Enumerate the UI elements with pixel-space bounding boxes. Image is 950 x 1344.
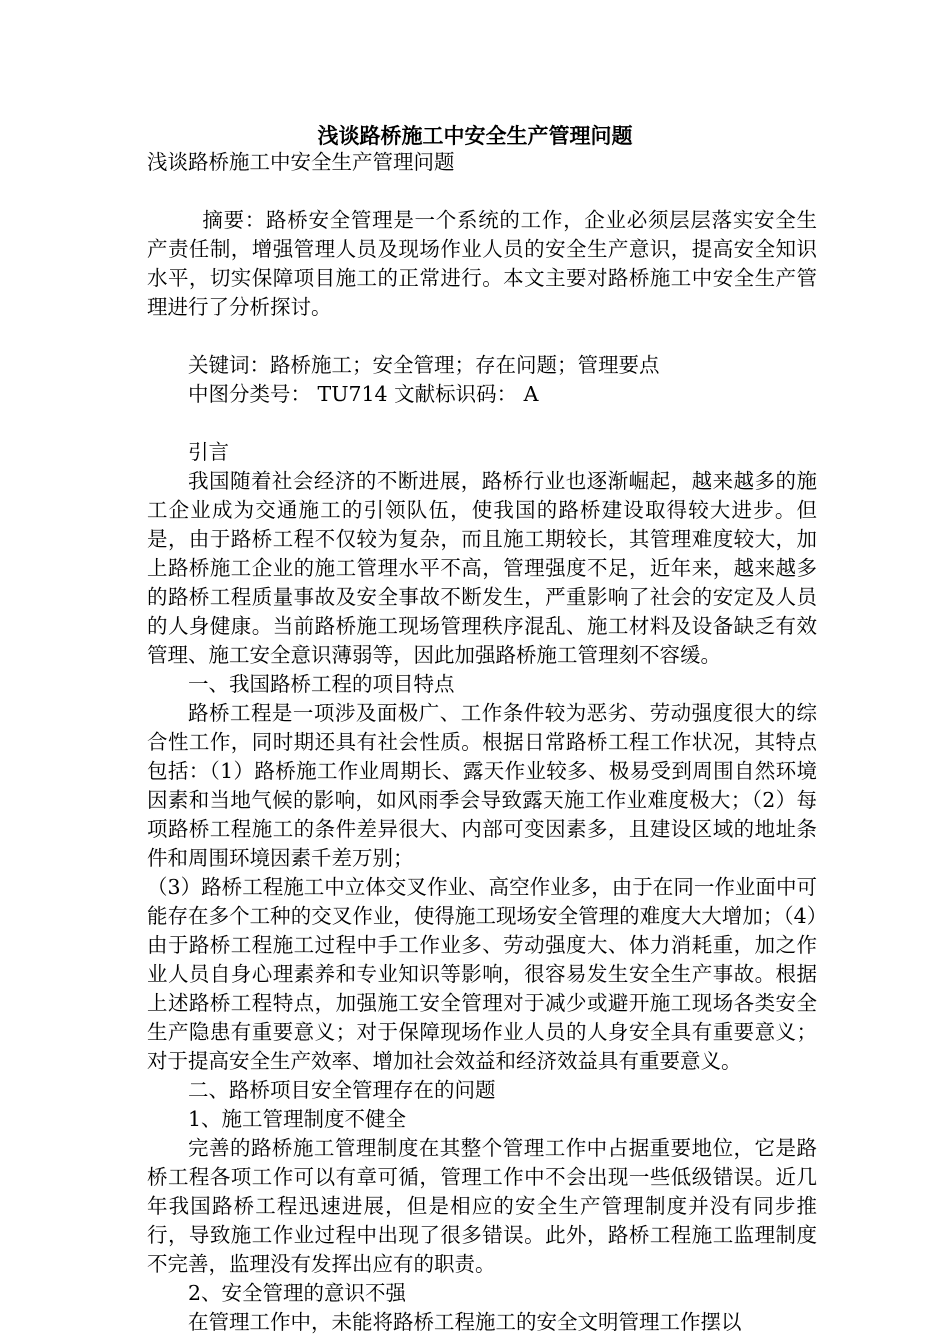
classification-line: 中图分类号： TU714 文献标识码： A — [188, 382, 539, 406]
intro-paragraph: 我国随着社会经济的不断进展，路桥行业也逐渐崛起，越来越多的施工企业成为交通施工的引领队伍，使我国的路桥建设取得较大进步。但是，由于路桥工程不仅较为复杂，而且施工期较长，其管理难度较大，加上路桥施工企业的施工管理水平不高，管理强度不足，近年来，越来越多的路桥工程质量事故及安全事故不断发生，严重影响了社会的安定及人员的人身健康。当前路桥施工现场管理秩序混乱、施工材料及设备缺乏有效管理、施工安全意识薄弱等，因此加强路桥施工管理刻不容缓。 — [147, 469, 817, 667]
document-body — [147, 148, 817, 1337]
keywords-line: 关键词：路桥施工；安全管理；存在问题；管理要点 — [188, 353, 660, 377]
subsection1-paragraph: 完善的路桥施工管理制度在其整个管理工作中占据重要地位，它是路桥工程各项工作可以有章可循，管理工作中不会出现一些低级错误。近几年我国路桥工程迅速进展，但是相应的安全生产管理制度并没有同步推行，导致施工作业过程中出现了很多错误。此外，路桥工程施工监理制度不完善，监理没有发挥出应有的职责。 — [147, 1136, 817, 1276]
section1-paragraph-b: （3）路桥工程施工中立体交叉作业、高空作业多，由于在同一作业面中可能存在多个工种的交叉作业，使得施工现场安全管理的难度大大增加；（4）由于路桥工程施工过程中手工作业多、劳动强度大、体力消耗重，加之作业人员自身心理素养和专业知识等影响，很容易发生安全生产事故。根据上述路桥工程特点，加强施工安全管理对于减少或避开施工现场各类安全生产隐患有重要意义；对于保障现场作业人员的人身安全具有重要意义；对于提高安全生产效率、增加社会效益和经济效益具有重要意义。 — [147, 875, 817, 1073]
abstract-paragraph: 摘要：路桥安全管理是一个系统的工作，企业必须层层落实安全生产责任制，增强管理人员及现场作业人员的安全生产意识，提高安全知识水平，切实保障项目施工的正常进行。本文主要对路桥施工中安全生产管理进行了分析探讨。 — [147, 208, 817, 319]
subsection2-heading: 2、安全管理的意识不强 — [188, 1281, 407, 1305]
section1-paragraph-a: 路桥工程是一项涉及面极广、工作条件较为恶劣、劳动强度很大的综合性工作，同时期还具有社会性质。根据日常路桥工程工作状况，其特点包括：（1）路桥施工作业周期长、露天作业较多、极易受到周围自然环境因素和当地气候的影响，如风雨季会导致露天施工作业难度极大；（2）每项路桥工程施工的条件差异很大、内部可变因素多，且建设区域的地址条件和周围环境因素千差万别； — [147, 701, 817, 870]
section2-heading: 二、路桥项目安全管理存在的问题 — [188, 1078, 496, 1102]
subsection2-paragraph: 在管理工作中，未能将路桥工程施工的安全文明管理工作摆以 — [188, 1310, 742, 1334]
spacer — [147, 177, 817, 206]
section1-heading: 一、我国路桥工程的项目特点 — [188, 672, 455, 696]
spacer — [147, 322, 817, 351]
document-title: 浅谈路桥施工中安全生产管理问题 — [317, 123, 633, 148]
subtitle: 浅谈路桥施工中安全生产管理问题 — [147, 150, 455, 174]
intro-heading: 引言 — [188, 440, 229, 464]
spacer — [147, 409, 817, 438]
subsection1-heading: 1、施工管理制度不健全 — [188, 1107, 407, 1131]
